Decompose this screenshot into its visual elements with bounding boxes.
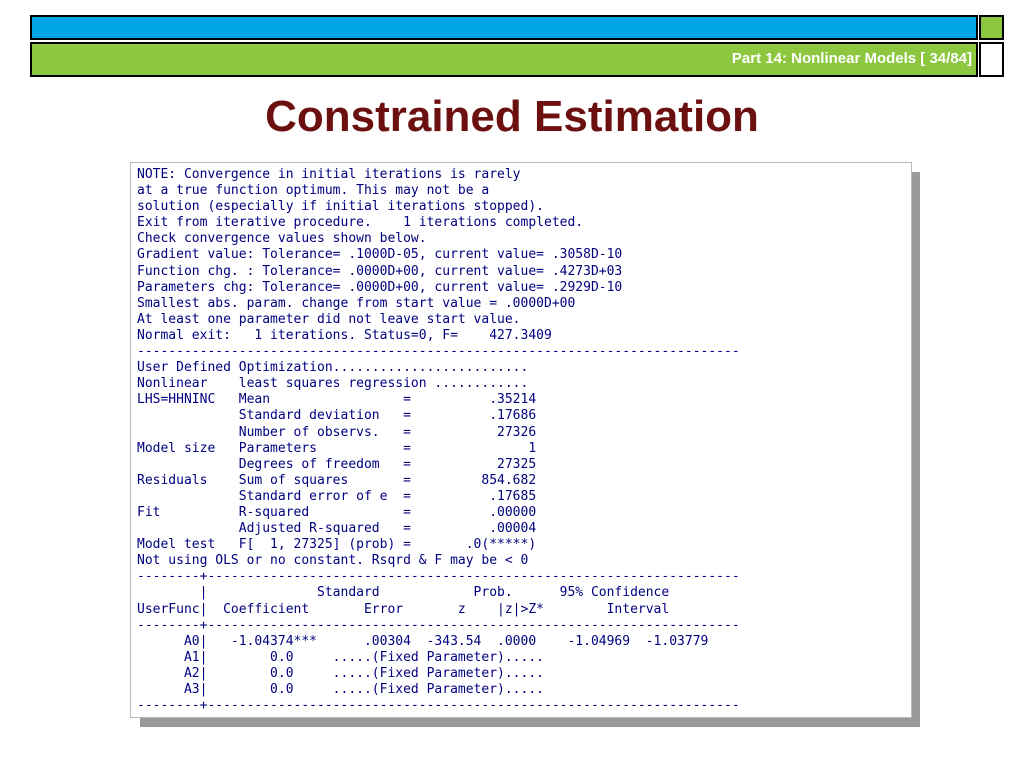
header-top-square xyxy=(979,15,1004,40)
console-line: User Defined Optimization......................... xyxy=(137,360,529,376)
console-line: Nonlinear least squares regression ............ xyxy=(137,376,529,392)
console-line: | Standard Prob. 95% Confidence xyxy=(137,585,670,601)
console-line: Residuals Sum of squares = 854.682 xyxy=(137,472,537,488)
console-line: LHS=HHNINC Mean = .35214 xyxy=(137,392,537,408)
console-line: at a true function optimum. This may not be a xyxy=(137,183,490,199)
console-line: Function chg. : Tolerance= .0000D+00, current value= .4273D+03 xyxy=(137,263,623,279)
console-output-text xyxy=(131,163,911,714)
console-line: Standard deviation = .17686 xyxy=(137,408,537,424)
console-line: solution (especially if initial iterations stopped). xyxy=(137,199,544,215)
console-line: ----------------------------------------------------------------------------- xyxy=(137,344,740,360)
console-line: UserFunc| Coefficient Error z |z|>Z* Interval xyxy=(137,601,670,617)
slide-header-label: Part 14: Nonlinear Models [ 34/84] xyxy=(731,50,972,67)
console-line: Check convergence values shown below. xyxy=(137,231,427,247)
console-line: Adjusted R-squared = .00004 xyxy=(137,521,537,537)
console-line: Not using OLS or no constant. Rsqrd & F may be < 0 xyxy=(137,553,529,569)
console-line: A1| 0.0 .....(Fixed Parameter)..... xyxy=(137,649,544,665)
console-line: Parameters chg: Tolerance= .0000D+00, current value= .2929D-10 xyxy=(137,279,623,295)
header-top-bar xyxy=(30,15,978,40)
console-line: Gradient value: Tolerance= .1000D-05, current value= .3058D-10 xyxy=(137,247,623,263)
console-line: Exit from iterative procedure. 1 iterations completed. xyxy=(137,215,584,231)
console-line: Degrees of freedom = 27325 xyxy=(137,456,537,472)
slide-title: Constrained Estimation xyxy=(265,92,759,141)
console-line: A3| 0.0 .....(Fixed Parameter)..... xyxy=(137,682,544,697)
header-bottom-square xyxy=(979,42,1004,77)
console-line: Number of observs. = 27326 xyxy=(137,424,537,440)
console-line: Fit R-squared = .00000 xyxy=(137,504,537,520)
console-line: NOTE: Convergence in initial iterations is rarely xyxy=(137,167,521,182)
console-line: A2| 0.0 .....(Fixed Parameter)..... xyxy=(137,665,544,681)
console-line: Model size Parameters = 1 xyxy=(137,440,537,456)
console-line: Model test F[ 1, 27325] (prob) = .0(*****) xyxy=(137,537,537,553)
console-line: --------+-------------------------------------------------------------------- xyxy=(137,617,740,633)
console-line: A0| -1.04374*** .00304 -343.54 .0000 -1.04969 -1.03779 xyxy=(137,633,709,649)
console-line: Smallest abs. param. change from start value = .0000D+00 xyxy=(137,295,576,311)
console-output-window xyxy=(130,162,912,718)
console-line: Normal exit: 1 iterations. Status=0, F= 427.3409 xyxy=(137,327,552,343)
console-line: --------+-------------------------------------------------------------------- xyxy=(137,569,740,585)
console-line: At least one parameter did not leave start value. xyxy=(137,311,521,327)
console-line: --------+-------------------------------------------------------------------- xyxy=(137,698,740,714)
console-line: Standard error of e = .17685 xyxy=(137,488,537,504)
